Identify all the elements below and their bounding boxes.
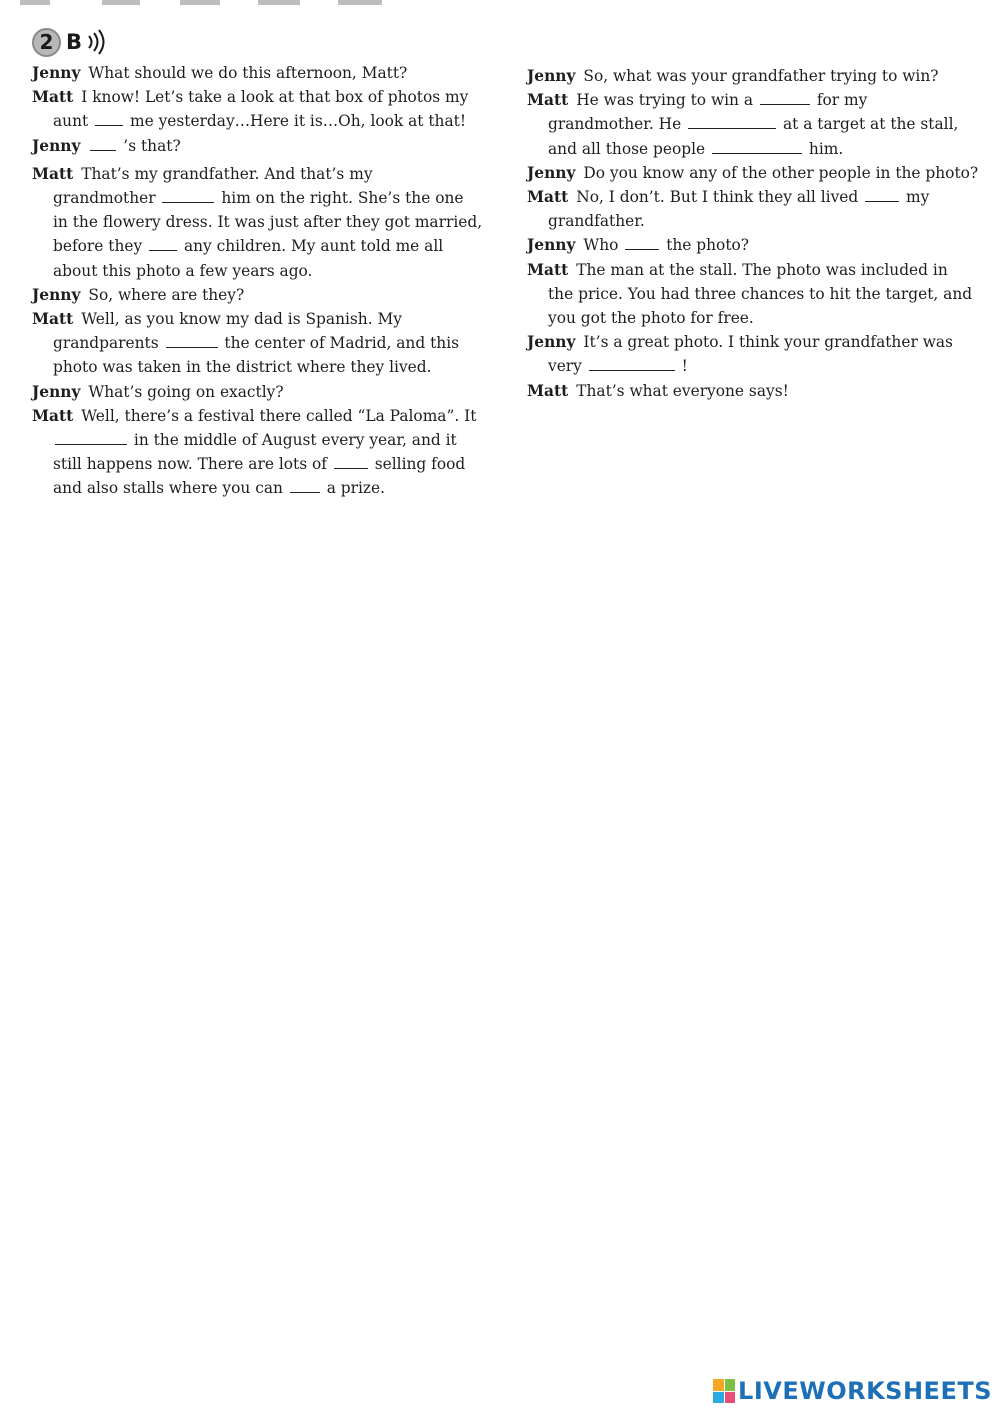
- dialogue-left-column: [32, 61, 483, 501]
- answer-blank[interactable]: [162, 187, 214, 203]
- dialogue-turn: [527, 258, 972, 331]
- liveworksheets-logo-icon: [713, 1379, 735, 1403]
- dialogue-text: him on the right. She’s the one: [216, 189, 464, 208]
- answer-blank[interactable]: [589, 355, 675, 371]
- dialogue-text: before they: [53, 237, 148, 256]
- dialogue-line: [527, 306, 972, 330]
- dialogue-line: [32, 210, 483, 234]
- answer-blank[interactable]: [95, 110, 123, 126]
- dialogue-text: in the middle of August every year, and it: [129, 431, 457, 450]
- dialogue-turn: [527, 88, 972, 161]
- dialogue-line: [32, 452, 472, 476]
- speaker-name: Matt: [527, 91, 569, 110]
- speaker-name: Jenny: [32, 382, 81, 401]
- dialogue-text: Well, there’s a festival there called “La Paloma”. It: [81, 406, 477, 425]
- dialogue-turn: [32, 283, 472, 307]
- logo-text: LIVEWORKSHEETS: [738, 1377, 992, 1405]
- dialogue-text: selling food: [369, 455, 466, 474]
- dialogue-line: [527, 64, 972, 88]
- dialogue-text: grandfather.: [548, 212, 645, 231]
- dialogue-text: my: [901, 188, 930, 207]
- dialogue-line: [527, 112, 972, 136]
- dialogue-turn: [32, 162, 483, 283]
- dialogue-line: [527, 282, 972, 306]
- speaker-name: Jenny: [527, 333, 576, 352]
- speaker-name: Matt: [527, 381, 569, 400]
- dialogue-line: [527, 137, 972, 161]
- dialogue-turn: [32, 134, 472, 158]
- dialogue-turn: [527, 233, 972, 257]
- dialogue-line: [527, 233, 972, 257]
- dialogue-text: very: [548, 357, 587, 376]
- answer-blank[interactable]: [760, 89, 810, 105]
- dialogue-text: at a target at the stall,: [778, 115, 959, 134]
- dialogue-text: ’s that?: [118, 136, 181, 155]
- speaker-name: Matt: [32, 310, 74, 329]
- dialogue-text: Do you know any of the other people in the photo?: [583, 163, 979, 182]
- dialogue-text: still happens now. There are lots of: [53, 455, 332, 474]
- dialogue-text: the photo?: [661, 236, 750, 255]
- dialogue-line: [527, 161, 979, 185]
- dialogue-text: He was trying to win a: [576, 91, 758, 110]
- dialogue-turn: [527, 379, 972, 403]
- dialogue-line: [32, 234, 472, 258]
- dialogue-turn: [527, 161, 979, 185]
- dialogue-text: Well, as you know my dad is Spanish. My: [81, 310, 402, 329]
- dialogue-line: [32, 355, 472, 379]
- dialogue-text: That’s my grandfather. And that’s my: [81, 164, 373, 183]
- speaker-name: Jenny: [32, 136, 81, 155]
- speaker-name: Matt: [32, 164, 74, 183]
- dialogue-line: [32, 380, 472, 404]
- dialogue-text: So, where are they?: [88, 285, 245, 304]
- dialogue-text: grandparents: [53, 334, 164, 353]
- dialogue-turn: [32, 85, 472, 133]
- audio-waves-icon[interactable]: [86, 29, 108, 55]
- answer-blank[interactable]: [55, 429, 127, 445]
- exercise-header: [32, 26, 108, 58]
- answer-blank[interactable]: [334, 453, 368, 469]
- answer-blank[interactable]: [290, 477, 320, 493]
- dialogue-line: [32, 307, 472, 331]
- dialogue-line: [32, 476, 472, 500]
- dialogue-text: you got the photo for free.: [548, 309, 754, 328]
- answer-blank[interactable]: [166, 332, 218, 348]
- dialogue-line: [32, 85, 472, 109]
- answer-blank[interactable]: [149, 235, 177, 251]
- dialogue-turn: [32, 404, 477, 501]
- speaker-name: Jenny: [527, 236, 576, 255]
- dialogue-text: the center of Madrid, and this: [219, 334, 460, 353]
- exercise-number: 2: [39, 30, 54, 54]
- dialogue-line: [32, 259, 472, 283]
- speaker-name: Jenny: [32, 64, 81, 82]
- dialogue-turn: [32, 380, 472, 404]
- dialogue-text: What’s going on exactly?: [88, 382, 284, 401]
- dialogue-text: That’s what everyone says!: [576, 381, 789, 400]
- speaker-name: Jenny: [527, 163, 576, 182]
- speaker-name: Jenny: [527, 67, 576, 85]
- answer-blank[interactable]: [90, 135, 116, 151]
- dialogue-text: the price. You had three chances to hit the target, and: [548, 284, 973, 303]
- dialogue-text: a prize.: [321, 479, 386, 498]
- dialogue-line: [527, 330, 972, 354]
- dialogue-text: No, I don’t. But I think they all lived: [576, 188, 864, 207]
- dialogue-line: [32, 404, 477, 428]
- speaker-name: Matt: [527, 188, 569, 207]
- dialogue-text: any children. My aunt told me all: [179, 237, 444, 256]
- dialogue-line: [32, 61, 472, 85]
- dialogue-line: [527, 258, 972, 282]
- dialogue-text: It’s a great photo. I think your grandfather was: [583, 333, 953, 352]
- dialogue-line: [32, 134, 472, 158]
- answer-blank[interactable]: [712, 138, 802, 154]
- dialogue-text: me yesterday…Here it is…Oh, look at that!: [125, 112, 467, 131]
- dialogue-text: What should we do this afternoon, Matt?: [88, 64, 408, 82]
- answer-blank[interactable]: [625, 234, 659, 250]
- dialogue-text: grandmother: [53, 189, 161, 208]
- dialogue-turn: [527, 330, 972, 378]
- speaker-name: Jenny: [32, 285, 81, 304]
- answer-blank[interactable]: [688, 113, 776, 129]
- dialogue-line: [527, 88, 972, 112]
- dialogue-text: in the flowery dress. It was just after they got married,: [53, 213, 483, 232]
- dialogue-text: aunt: [53, 112, 94, 131]
- dialogue-text: I know! Let’s take a look at that box of photos my: [81, 88, 469, 107]
- speaker-name: Matt: [527, 260, 569, 279]
- dialogue-turn: [32, 307, 472, 380]
- dialogue-text: Who: [583, 236, 624, 255]
- dialogue-line: [32, 186, 472, 210]
- dialogue-line: [32, 428, 472, 452]
- dialogue-right-column: [527, 64, 979, 403]
- dialogue-text: !: [676, 357, 688, 376]
- dialogue-text: and also stalls where you can: [53, 479, 288, 498]
- dialogue-text: grandmother. He: [548, 115, 687, 134]
- dialogue-text: for my: [811, 91, 868, 110]
- dialogue-text: So, what was your grandfather trying to win?: [583, 67, 939, 85]
- dialogue-text: about this photo a few years ago.: [53, 261, 313, 280]
- dialogue-text: and all those people: [548, 139, 711, 158]
- speaker-name: Matt: [32, 406, 74, 425]
- dialogue-line: [32, 283, 472, 307]
- dialogue-turn: [32, 61, 472, 85]
- speaker-name: Matt: [32, 88, 74, 107]
- dialogue-line: [527, 185, 972, 209]
- dialogue-turn: [527, 185, 972, 233]
- exercise-letter: B: [66, 30, 83, 54]
- dialogue-line: [32, 162, 472, 186]
- dialogue-line: [32, 331, 472, 355]
- dialogue-text: photo was taken in the district where they lived.: [53, 358, 432, 377]
- answer-blank[interactable]: [865, 186, 899, 202]
- dialogue-text: The man at the stall. The photo was included in: [576, 260, 948, 279]
- dialogue-line: [32, 109, 472, 133]
- dialogue-line: [527, 354, 972, 378]
- dialogue-line: [527, 209, 972, 233]
- dialogue-text: him.: [804, 139, 844, 158]
- exercise-number-badge: [32, 28, 61, 57]
- liveworksheets-logo: [713, 1375, 992, 1407]
- dialogue-line: [527, 379, 972, 403]
- dialogue-turn: [527, 64, 972, 88]
